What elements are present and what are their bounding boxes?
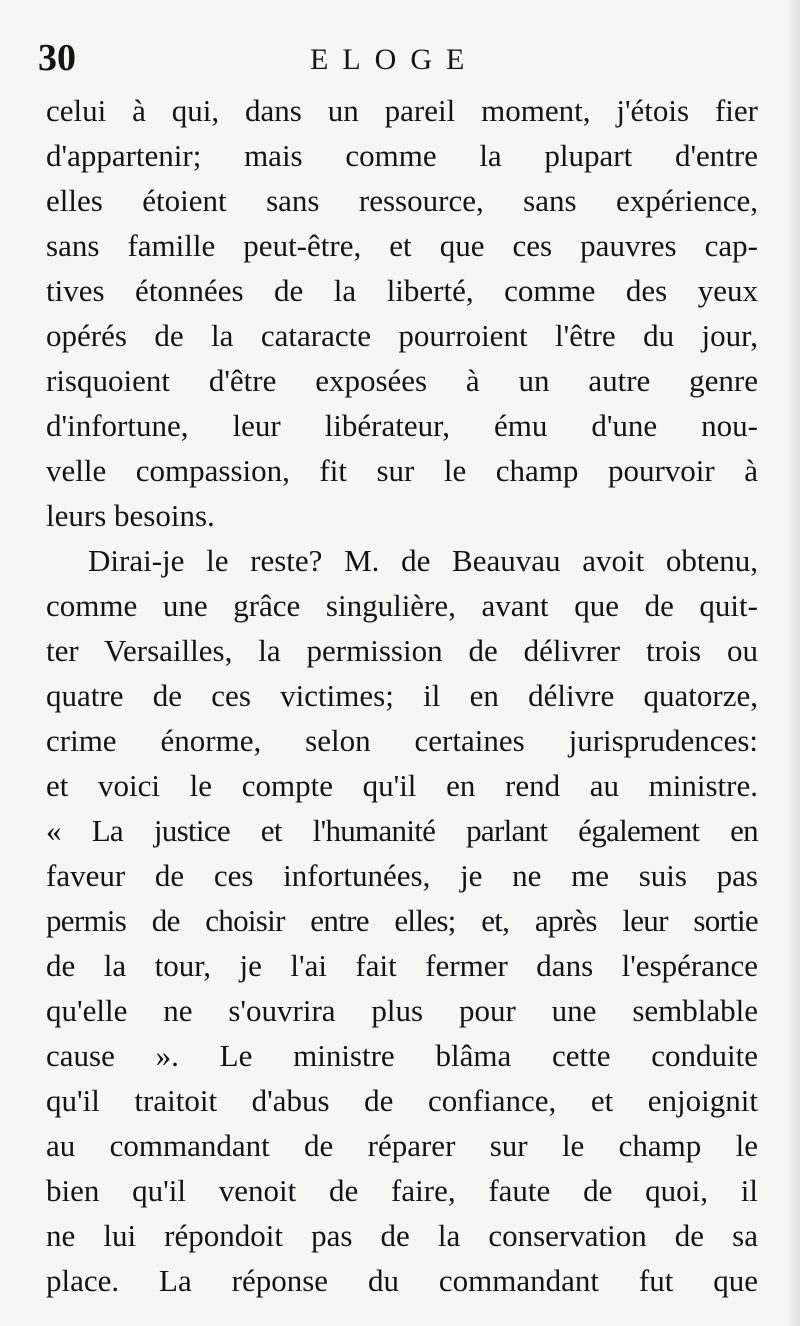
- page-header: [38, 38, 768, 78]
- text-line: cause ». Le ministre blâma cette conduite: [46, 1038, 758, 1073]
- text-line: tives étonnées de la liberté, comme des yeux: [46, 273, 758, 308]
- page-number: 30: [38, 37, 76, 79]
- text-line: permis de choisir entre elles; et, après leur sortie: [46, 903, 758, 938]
- running-head: ELOGE: [310, 43, 479, 76]
- text-line: qu'il traitoit d'abus de confiance, et enjoignit: [46, 1083, 758, 1118]
- text-line: quatre de ces victimes; il en délivre quatorze,: [46, 678, 758, 713]
- text-line: comme une grâce singulière, avant que de quit-: [46, 588, 758, 623]
- text-line: place. La réponse du commandant fut que: [46, 1263, 758, 1298]
- text-line: ne lui répondoit pas de la conservation de sa: [46, 1218, 758, 1253]
- body-text: [46, 88, 758, 1303]
- text-line: d'appartenir; mais comme la plupart d'entre: [46, 138, 758, 173]
- text-line: et voici le compte qu'il en rend au ministre.: [46, 768, 758, 803]
- text-line: de la tour, je l'ai fait fermer dans l'espérance: [46, 948, 758, 983]
- text-line: bien qu'il venoit de faire, faute de quoi, il: [46, 1173, 758, 1208]
- text-line: crime énorme, selon certaines jurisprudences:: [46, 723, 758, 758]
- text-line: opérés de la cataracte pourroient l'être du jour,: [46, 318, 758, 353]
- text-line: elles étoient sans ressource, sans expérience,: [46, 183, 758, 218]
- text-line: velle compassion, fit sur le champ pourvoir à: [46, 453, 758, 488]
- text-line: ter Versailles, la permission de délivrer trois ou: [46, 633, 758, 668]
- text-line: « La justice et l'humanité parlant également en: [46, 813, 758, 848]
- text-line: Dirai-je le reste? M. de Beauvau avoit obtenu,: [88, 543, 758, 578]
- text-line: leurs besoins.: [46, 498, 215, 533]
- text-line: faveur de ces infortunées, je ne me suis pas: [46, 858, 758, 893]
- text-line: qu'elle ne s'ouvrira plus pour une semblable: [46, 993, 758, 1028]
- text-line: d'infortune, leur libérateur, ému d'une nou-: [46, 408, 758, 443]
- page-edge-shadow: [786, 0, 800, 1326]
- text-line: celui à qui, dans un pareil moment, j'étois fier: [46, 93, 758, 128]
- text-line: risquoient d'être exposées à un autre genre: [46, 363, 758, 398]
- text-line: sans famille peut-être, et que ces pauvres cap-: [46, 228, 758, 263]
- text-line: au commandant de réparer sur le champ le: [46, 1128, 758, 1163]
